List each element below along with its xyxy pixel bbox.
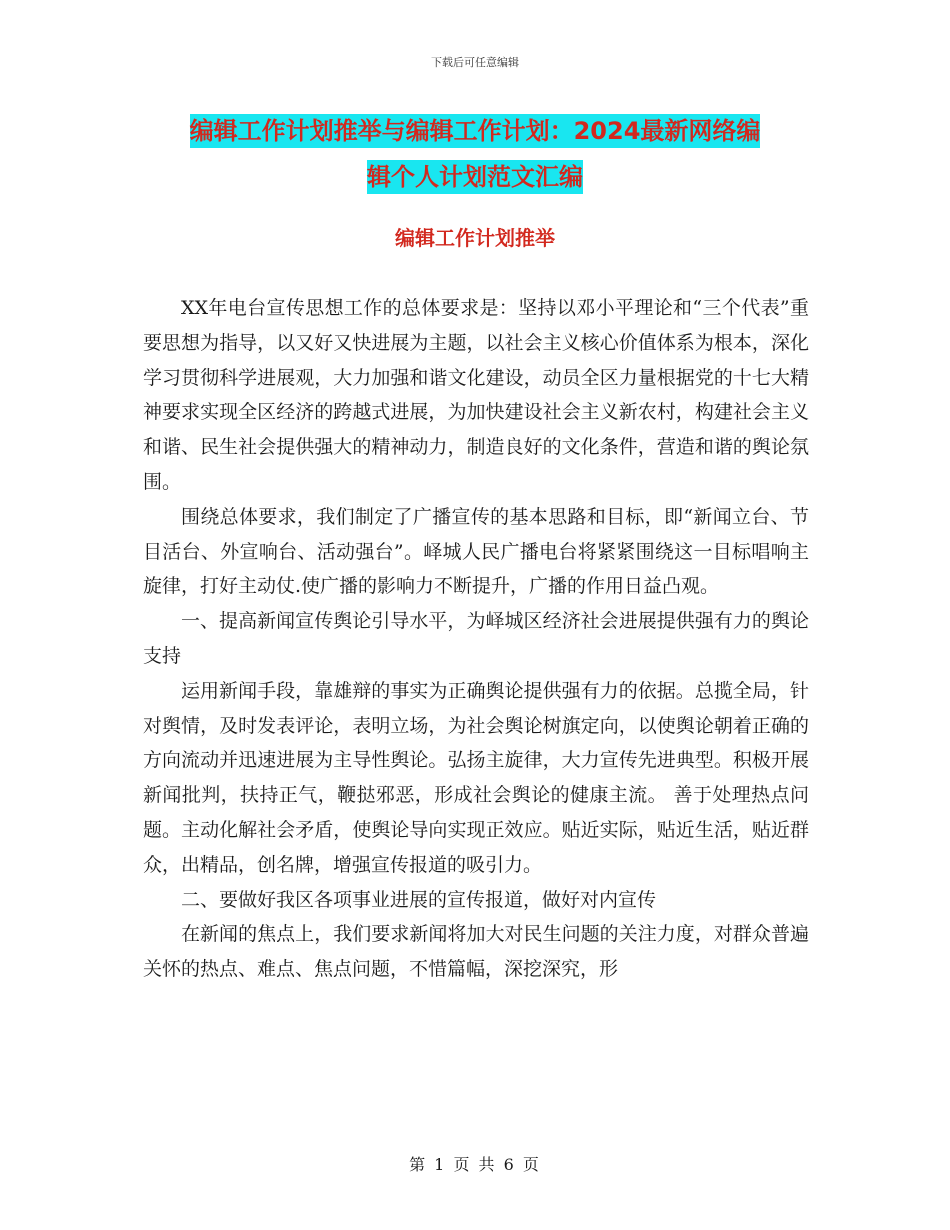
paragraph-heading-2: 二、要做好我区各项事业进展的宣传报道，做好对内宣传 [181, 888, 657, 911]
document-body [143, 291, 809, 987]
document-title [140, 108, 810, 200]
paragraph-news-methods: 运用新闻手段，靠雄辩的事实为正确舆论提供强有力的依据。总揽全局，针对舆情，及时发表评论，表明立场，为社会舆论树旗定向，以使舆论朝着正确的方向流动并迅速进展为主导性舆论。弘扬主旋律，大力宣传先进典型。积极开展新闻批判，扶持正气，鞭挞邪恶，形成社会舆论的健康主流。 善于处理热点问题。主动化解社会矛盾，使舆论导向实现正效应。贴近实际，贴近生活，贴近群众，出精品，创名牌，增强宣传报道的吸引力。 [143, 679, 809, 876]
page-footer: 第 1 页 共 6 页 [409, 1155, 541, 1174]
paragraph-news-focus: 在新闻的焦点上，我们要求新闻将加大对民生问题的关注力度，对群众普遍关怀的热点、难点、焦点问题，不惜篇幅，深挖深究，形 [143, 923, 809, 981]
paragraph-goals: 围绕总体要求，我们制定了广播宣传的基本思路和目标，即“新闻立台、节目活台、外宣响台、活动强台”。峄城人民广播电台将紧紧围绕这一目标唱响主旋律，打好主动仗.使广播的影响力不断提升，广播的作用日益凸观。 [143, 505, 809, 598]
paragraph-heading-1: 一、提高新闻宣传舆论引导水平，为峄城区经济社会进展提供强有力的舆论支持 [143, 610, 809, 667]
header-note: 下载后可任意编辑 [431, 56, 519, 69]
paragraph-intro: XX年电台宣传思想工作的总体要求是：坚持以邓小平理论和“三个代表”重要思想为指导，以又好又快进展为主题，以社会主义核心价值体系为根本，深化学习贯彻科学进展观，大力加强和谐文化建设，动员全区力量根据党的十七大精神要求实现全区经济的跨越式进展，为加快建设社会主义新农村，构建社会主义和谐、民生社会提供强大的精神动力，制造良好的文化条件，营造和谐的舆论氛围。 [143, 297, 809, 493]
document-title-line-1: 编辑工作计划推举与编辑工作计划：2024最新网络编 [190, 114, 761, 148]
section-title: 编辑工作计划推举 [395, 226, 555, 250]
document-title-line-2: 辑个人计划范文汇编 [367, 160, 583, 194]
